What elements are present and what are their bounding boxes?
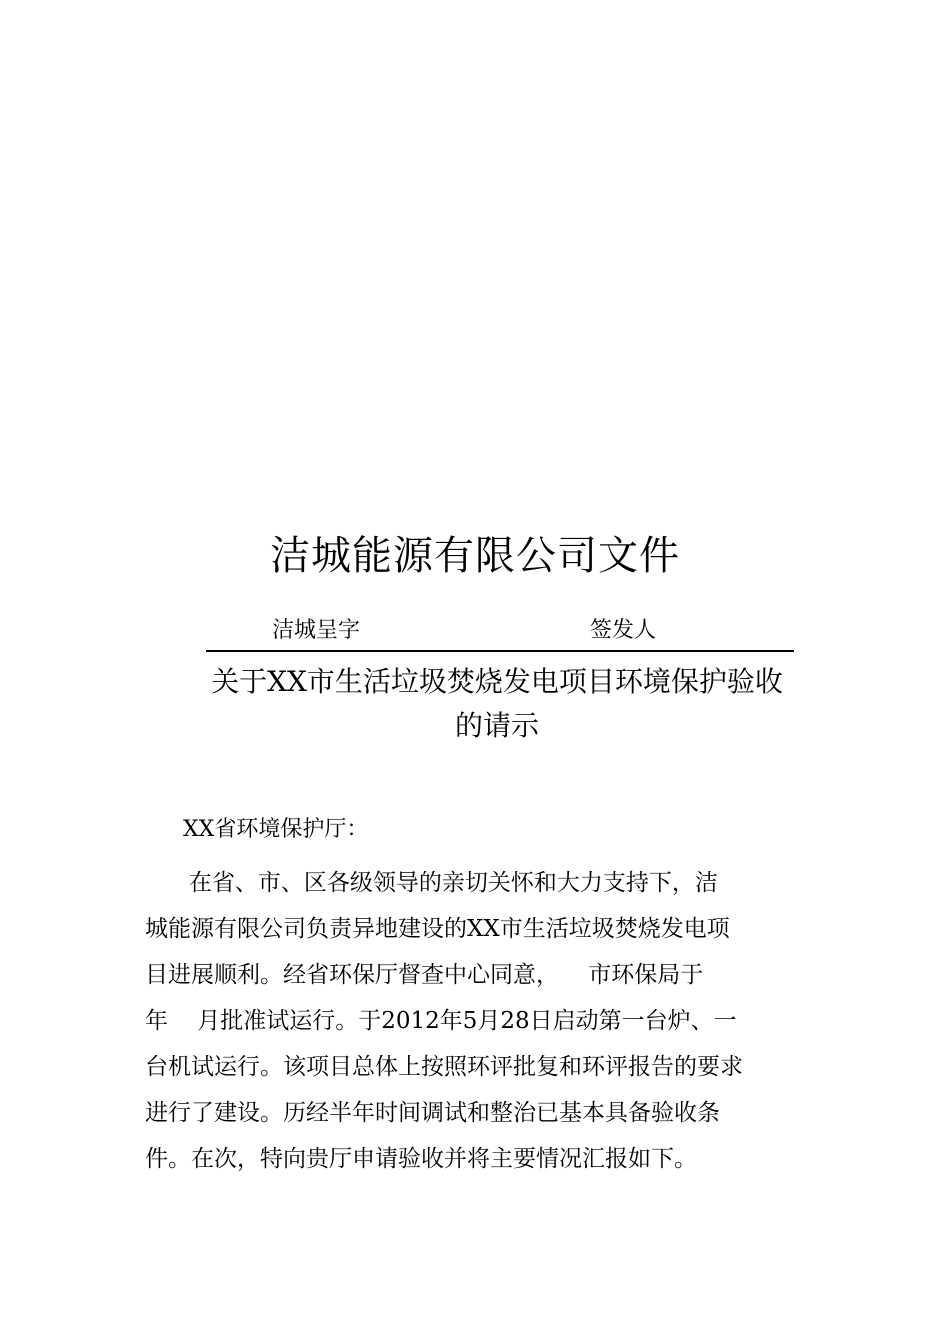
signer-label: 签发人 bbox=[590, 618, 657, 643]
salutation: XX省环境保护厅： bbox=[183, 817, 369, 842]
document-title: 洁城能源有限公司文件 bbox=[270, 533, 680, 579]
header-divider bbox=[206, 650, 794, 652]
body-line: 件。在次，特向贵厅申请验收并将主要情况汇报如下。 bbox=[145, 1146, 697, 1172]
body-line: 年 月批准试运行。于2012年5月28日启动第一台炉、一 bbox=[145, 1008, 737, 1034]
document-number-label: 洁城呈字 bbox=[272, 618, 361, 643]
subject-line-2: 的请示 bbox=[454, 709, 539, 742]
subject-line-1: 关于XX市生活垃圾焚烧发电项目环境保护验收 bbox=[211, 665, 783, 698]
body-paragraph bbox=[145, 860, 807, 1182]
document-subject bbox=[190, 660, 804, 748]
body-line: 台机试运行。该项目总体上按照环评批复和环评报告的要求 bbox=[145, 1054, 743, 1080]
body-line: 在省、市、区各级领导的亲切关怀和大力支持下，洁 bbox=[145, 870, 718, 896]
body-line: 目进展顺利。经省环保厅督查中心同意， 市环保局于 bbox=[145, 962, 704, 988]
body-line: 城能源有限公司负责异地建设的XX市生活垃圾焚烧发电项 bbox=[145, 916, 730, 942]
body-line: 进行了建设。历经半年时间调试和整治已基本具备验收条 bbox=[145, 1100, 720, 1126]
